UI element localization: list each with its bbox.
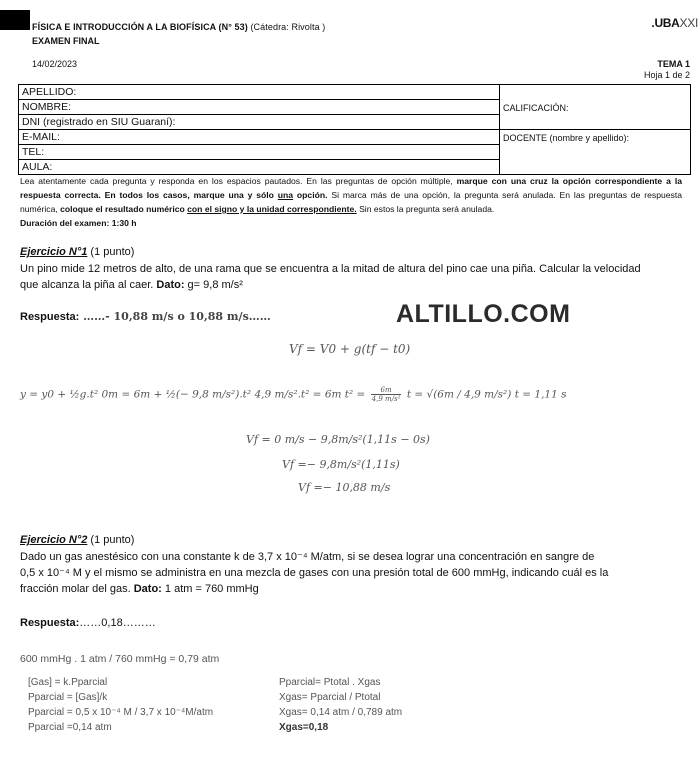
tel-field[interactable]: TEL:: [19, 145, 500, 160]
student-info-table: [18, 84, 691, 175]
instructions-bold-3: coloque el resultado numérico: [60, 204, 188, 214]
exercise-1-equation-2b: t = √(6m / 4,9 m/s²) t = 1,11 s: [406, 388, 567, 401]
tema-label: TEMA 1: [657, 59, 690, 69]
solution-left-line-3: Pparcial = 0,5 x 10⁻⁴ M / 3,7 x 10⁻⁴M/atm: [28, 707, 214, 718]
exercise-2-statement: [20, 549, 692, 597]
solution-right-line-4: Xgas=0,18: [279, 722, 329, 733]
exercise-2-dato: 1 atm = 760 mmHg: [161, 583, 259, 595]
calificacion-label: CALIFICACIÓN:: [503, 102, 569, 113]
docente-label: DOCENTE (nombre y apellido):: [503, 133, 630, 143]
solution-right-line-1: Pparcial= Ptotal . Xgas: [279, 677, 381, 688]
solution-left-column: [28, 675, 213, 735]
exercise-2-dato-label: Dato:: [133, 583, 162, 595]
exam-duration: Duración del examen: 1:30 h: [20, 218, 137, 228]
solution-left-line-2: Pparcial = [Gas]/k: [28, 692, 108, 703]
exercise-2-text-line-2: 0,5 x 10⁻⁴ M y el mismo se administra en una mezcla de gases con una presión total de 600 mmHg, indicando cuál es la: [20, 567, 609, 579]
aula-field[interactable]: AULA:: [19, 160, 500, 175]
uba-logo-suffix: XXI: [679, 16, 698, 30]
instructions-bold-1: marque con una cruz la opción correspondiente a la respuesta correcta. En todos los casos, marque una y sólo: [20, 176, 683, 200]
exercise-1-equation-5: Vf =− 10,88 m/s: [298, 481, 391, 494]
altillo-watermark: ALTILLO.COM: [396, 300, 571, 328]
dni-field[interactable]: DNI (registrado en SIU Guaraní):: [19, 115, 500, 130]
docente-field[interactable]: [500, 130, 691, 175]
uba-logo: [651, 16, 698, 30]
exam-type: EXAMEN FINAL: [32, 36, 100, 46]
exercise-1-equation-3: Vf = 0 m/s − 9,8m/s²(1,11s − 0s): [246, 433, 430, 446]
exercise-2-title: [20, 534, 134, 546]
solution-right-line-2: Xgas= Pparcial / Ptotal: [279, 692, 381, 703]
catedra-text: (Cátedra: Rivolta ): [250, 22, 326, 32]
instructions-part-2: Si marca más de una opción, la pregunta será anulada. En las preguntas de respuesta numérica,: [20, 190, 682, 214]
exercise-1-statement: [20, 261, 660, 293]
unit-conversion: 600 mmHg . 1 atm / 760 mmHg = 0,79 atm: [20, 653, 220, 665]
exercise-1-answer-label: Respuesta:: [20, 311, 80, 323]
uba-logo-text: .UBA: [651, 16, 680, 30]
exercise-1-equation-2: [20, 386, 567, 403]
exercise-1-answer: [20, 310, 271, 323]
solution-left-line-4: Pparcial =0,14 atm: [28, 722, 112, 733]
exercise-2-text-line-3: fracción molar del gas.: [20, 583, 131, 595]
instructions-part-3: Sin estos la pregunta será anulada.: [356, 204, 495, 214]
exercise-1-equation-1: Vf = V0 + g(tf − t0): [289, 342, 411, 356]
exercise-1-label: Ejercicio N°1: [20, 246, 88, 258]
exam-instructions: [20, 174, 682, 230]
instructions-underline-2: con el signo y la unidad correspondiente.: [187, 204, 357, 214]
instructions-bold-2: opción.: [293, 190, 328, 200]
fraction: $\frac{6m}{\text{4,9 m/s²}}$: [371, 386, 401, 403]
exercise-2-points: (1 punto): [87, 534, 135, 546]
exercise-1-answer-value: ……- 10,88 m/s o 10,88 m/s……: [79, 310, 271, 323]
solution-right-column: [279, 675, 402, 735]
instructions-underline-1: una: [277, 190, 294, 200]
course-title: [32, 22, 325, 32]
calificacion-field[interactable]: [500, 85, 691, 130]
exercise-2-label: Ejercicio N°2: [20, 534, 88, 546]
exercise-2-answer: [20, 617, 156, 629]
solution-left-line-1: [Gas] = k.Pparcial: [28, 677, 108, 688]
solution-right-line-3: Xgas= 0,14 atm / 0,789 atm: [279, 707, 403, 718]
exercise-2-answer-label: Respuesta:: [20, 617, 80, 629]
exercise-1-dato-label: Dato:: [156, 279, 185, 291]
exercise-2-answer-value: ……0,18………: [79, 617, 156, 629]
instructions-part-1: Lea atentamente cada pregunta y responda en los espacios pautados. En las preguntas de opción múltiple,: [20, 176, 457, 186]
exercise-2-text-line-1: Dado un gas anestésico con una constante k de 3,7 x 10⁻⁴ M/atm, si se desea lograr una concentración en sangre de: [20, 551, 595, 563]
exercise-1-points: (1 punto): [87, 246, 135, 258]
apellido-field[interactable]: APELLIDO:: [19, 85, 500, 100]
exercise-1-dato: g= 9,8 m/s²: [184, 279, 243, 291]
nombre-field[interactable]: NOMBRE:: [19, 100, 500, 115]
exam-date: 14/02/2023: [32, 59, 78, 69]
email-field[interactable]: E-MAIL:: [19, 130, 500, 145]
exercise-1-equation-2a: y = y0 + ½g.t² 0m = 6m + ½(− 9,8 m/s²).t² 4,9 m/s².t² = 6m t² =: [20, 388, 369, 401]
course-title-text: FÍSICA E INTRODUCCIÓN A LA BIOFÍSICA (N° 53): [32, 22, 248, 32]
exercise-1-equation-4: Vf =− 9,8m/s²(1,11s): [282, 458, 400, 471]
page-indicator: Hoja 1 de 2: [643, 70, 690, 80]
exercise-1-title: [20, 246, 134, 258]
exercise-1-text: Un pino mide 12 metros de alto, de una rama que se encuentra a la mitad de altura del pino cae una piña. Calcular la velocidad que alcanza la piña al caer.: [20, 263, 641, 291]
redaction-block: [0, 10, 30, 30]
